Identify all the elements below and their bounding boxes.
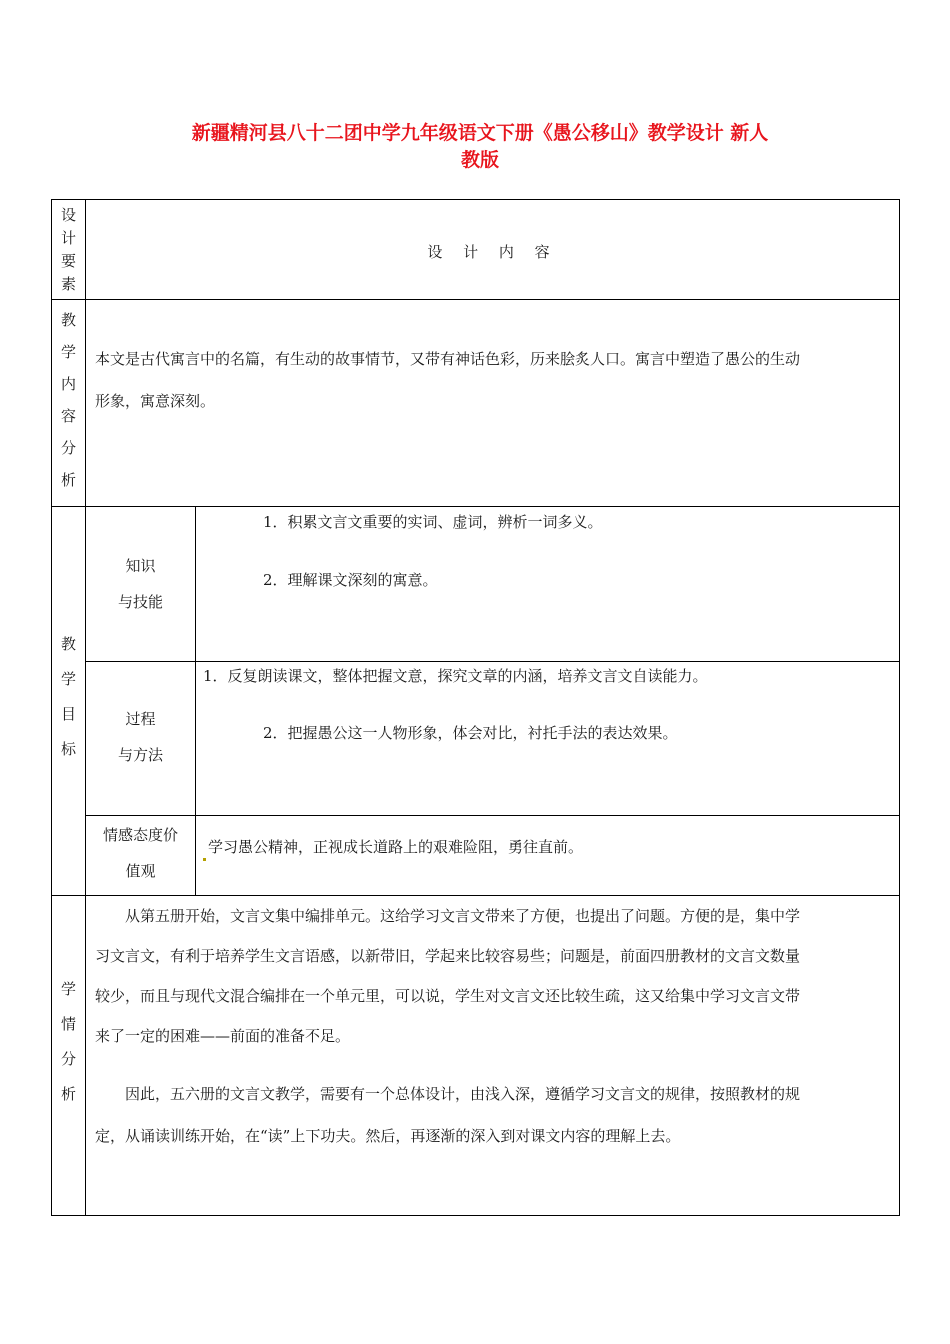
bullet-marker <box>203 858 206 861</box>
document-title <box>90 120 870 174</box>
process-item-2: 2．把握愚公这一人物形象，体会对比，衬托手法的表达效果。 <box>263 724 678 742</box>
title-line-1: 新疆精河县八十二团中学九年级语文下册《愚公移山》教学设计 新人 <box>191 122 769 144</box>
row-divider <box>85 815 899 816</box>
column-divider <box>195 506 196 895</box>
emotion-label: 情感态度价 值观 <box>102 826 178 880</box>
header-content: 设 计 内 容 <box>427 243 558 261</box>
knowledge-label: 知识 与技能 <box>117 557 163 611</box>
objectives-label: 教 学 目 标 <box>60 635 76 758</box>
row-divider <box>52 506 899 507</box>
process-item-1: 1．反复朗读课文，整体把握文意，探究文章的内涵，培养文言文自读能力。 <box>203 667 708 685</box>
emotion-item: 学习愚公精神，正视成长道路上的艰难险阻，勇往直前。 <box>203 833 583 861</box>
content-analysis-text: 本文是古代寓言中的名篇，有生动的故事情节，又带有神话色彩，历来脍炙人口。寓言中塑造了愚公的生动 形象，寓意深刻。 <box>95 350 801 410</box>
row-divider <box>52 299 899 300</box>
design-table <box>51 199 900 1216</box>
process-label: 过程 与方法 <box>117 710 163 764</box>
student-analysis-paragraph-2: 因此，五六册的文言文教学，需要有一个总体设计，由浅入深，遵循学习文言文的规律，按照教材的规 定，从诵读训练开始，在“读”上下功夫。然后，再逐渐的深入到对课文内容的理解上去。 <box>95 1085 801 1145</box>
header-label: 设 计 要 素 <box>60 206 76 293</box>
title-line-2: 教版 <box>460 149 499 171</box>
student-analysis-paragraph-1: 从第五册开始，文言文集中编排单元。这给学习文言文带来了方便，也提出了问题。方便的是，集中学 习文言文，有利于培养学生文言语感，以新带旧，学起来比较容易些；问题是，前面四册教材的文言文数量 较少，而且与现代文混合编排在一个单元里，可以说，学生对文言文还比较生疏，这又给集中学习文言文带 来了一定的困难——前面的准备不足。 <box>95 907 801 1045</box>
knowledge-items: 1．积累文言文重要的实词、虚词，辨析一词多义。 2．理解课文深刻的寓意。 <box>263 513 603 589</box>
student-analysis-label: 学 情 分 析 <box>60 980 76 1103</box>
content-analysis-label: 教 学 内 容 分 析 <box>60 311 76 489</box>
